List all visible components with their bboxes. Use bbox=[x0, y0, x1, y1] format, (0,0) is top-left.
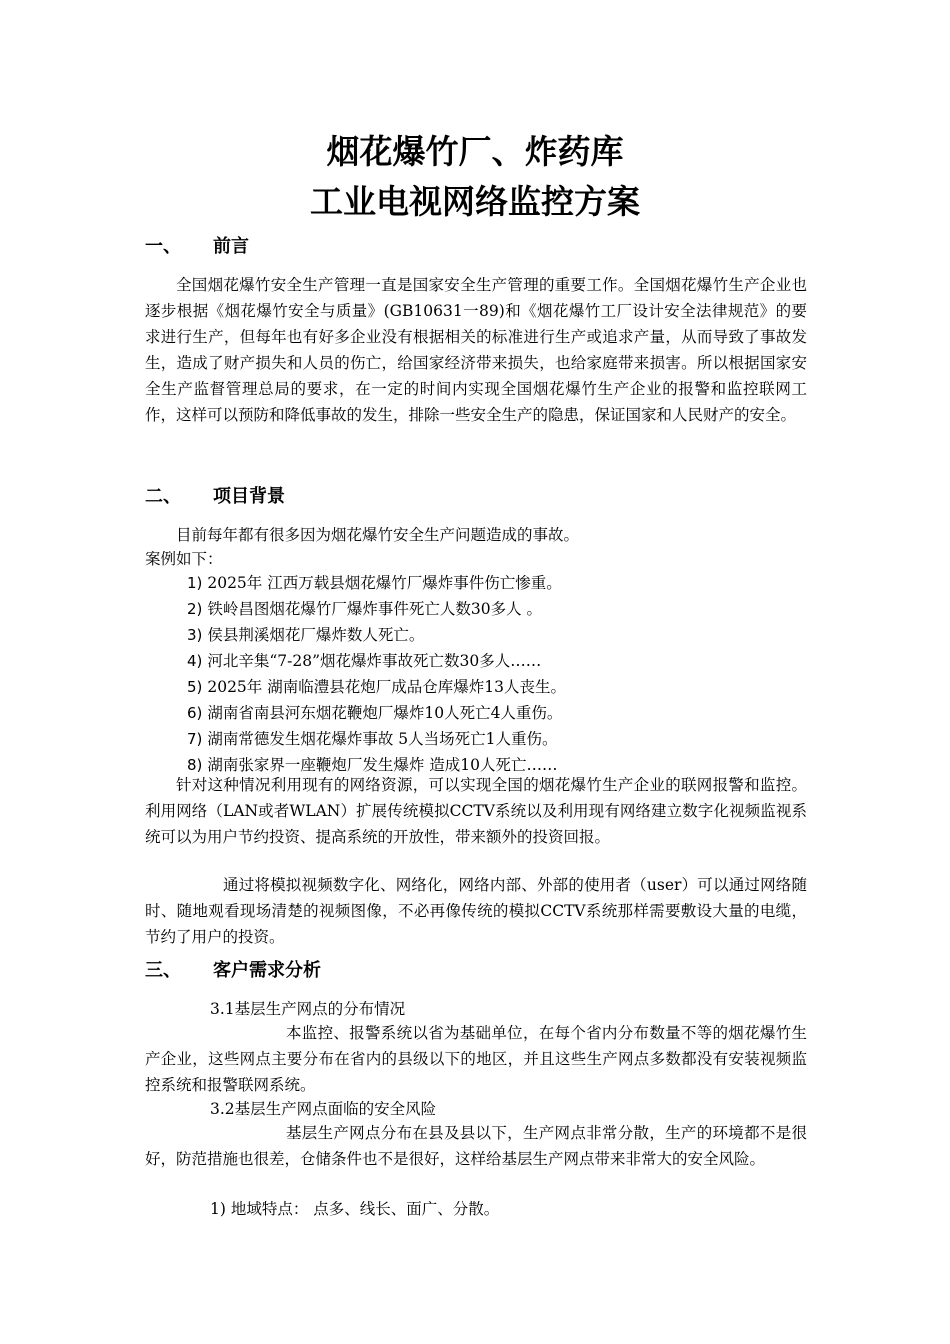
case-list bbox=[187, 570, 566, 778]
section3-title: 客户需求分析 bbox=[213, 960, 321, 981]
section2-heading bbox=[145, 484, 285, 510]
list-item: 7) 湖南常德发生烟花爆炸事故 5人当场死亡1人重伤。 bbox=[187, 730, 558, 748]
list-item: 1) 2025年 江西万载县烟花爆竹厂爆炸事件伤亡惨重。 bbox=[187, 574, 562, 592]
subsection-3-1-title: 3.1基层生产网点的分布情况 bbox=[210, 1000, 406, 1018]
subsection-3-2-paragraph: 基层生产网点分布在县及县以下，生产网点非常分散，生产的环境都不是很好，防范措施也很差，仓储条件也不是很好，这样给基层生产网点带来非常大的安全风险。 bbox=[145, 1124, 807, 1168]
list-item: 3) 侯县荆溪烟花厂爆炸数人死亡。 bbox=[187, 626, 425, 644]
section2-intro: 目前每年都有很多因为烟花爆竹安全生产问题造成的事故。 bbox=[176, 526, 580, 544]
section1-number: 一、 bbox=[145, 236, 181, 257]
section2-number: 二、 bbox=[145, 486, 181, 507]
section1-paragraph: 全国烟花爆竹安全生产管理一直是国家安全生产管理的重要工作。全国烟花爆竹生产企业也逐步根据《烟花爆竹安全与质量》(GB10631一89)和《烟花爆竹工厂设计安全法律规范》的要求进行生产，但每年也有好多企业没有根据相关的标准进行生产或追求产量，从而导致了事故发生，造成了财产损失和人员的伤亡，给国家经济带来损失，也给家庭带来损害。所以根据国家安全生产监督管理总局的要求，在一定的时间内实现全国烟花爆竹生产企业的报警和监控联网工作，这样可以预防和降低事故的发生，排除一些安全生产的隐患，保证国家和人民财产的安全。 bbox=[145, 276, 807, 424]
section3-heading bbox=[145, 958, 321, 984]
list-item: 4) 河北辛集“7-28”烟花爆炸事故死亡数30多人…… bbox=[187, 652, 542, 670]
section2-cases-label: 案例如下： bbox=[145, 550, 223, 568]
section1-heading bbox=[145, 234, 249, 260]
list-item: 5) 2025年 湖南临澧县花炮厂成品仓库爆炸13人丧生。 bbox=[187, 678, 566, 696]
list-item: 8) 湖南张家界一座鞭炮厂发生爆炸 造成10人死亡…… bbox=[187, 756, 558, 774]
document-title-line2: 工业电视网络监控方案 bbox=[310, 182, 640, 221]
list-item: 6) 湖南省南县河东烟花鞭炮厂爆炸10人死亡4人重伤。 bbox=[187, 704, 563, 722]
section1-title: 前言 bbox=[213, 236, 249, 257]
section2-paragraph3: 通过将模拟视频数字化、网络化，网络内部、外部的使用者（user）可以通过网络随时、随地观看现场清楚的视频图像，不必再像传统的模拟CCTV系统那样需要敷设大量的电缆，节约了用户的投资。 bbox=[145, 876, 807, 946]
document-title-line1: 烟花爆竹厂、炸药库 bbox=[326, 132, 624, 171]
list-item: 2) 铁岭昌图烟花爆竹厂爆炸事件死亡人数30多人 。 bbox=[187, 600, 542, 618]
section2-paragraph2: 针对这种情况利用现有的网络资源，可以实现全国的烟花爆竹生产企业的联网报警和监控。利用网络（LAN或者WLAN）扩展传统模拟CCTV系统以及利用现有网络建立数字化视频监视系统可以为用户节约投资、提高系统的开放性，带来额外的投资回报。 bbox=[145, 776, 807, 846]
subsection-3-1-paragraph: 本监控、报警系统以省为基础单位，在每个省内分布数量不等的烟花爆竹生产企业，这些网点主要分布在省内的县级以下的地区，并且这些生产网点多数都没有安装视频监控系统和报警联网系统。 bbox=[145, 1024, 807, 1094]
section2-title: 项目背景 bbox=[213, 486, 285, 507]
subsection-3-2-title: 3.2基层生产网点面临的安全风险 bbox=[210, 1100, 437, 1118]
section3-number: 三、 bbox=[145, 960, 181, 981]
section3-item1: 1) 地域特点： 点多、线长、面广、分散。 bbox=[210, 1200, 500, 1218]
